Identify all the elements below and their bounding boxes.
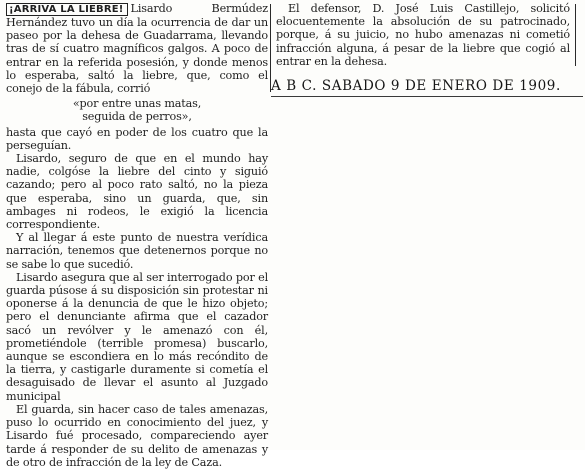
paragraph-3: Lisardo, seguro de que en el mundo hay nadie, colgóse la liebre del cinto y siguió cazando; pero al poco rato saltó, no la pieza que esperaba, sino un guarda, que, sin ambages ni rodeos, le exigió la licencia correspondiente. — [6, 152, 268, 232]
dateline-rule — [271, 96, 583, 97]
left-column — [6, 2, 268, 469]
paragraph-4: Y al llegar á este punto de nuestra verídica narración, tenemos que detenernos porque no se sabe lo que sucedió. — [6, 231, 268, 271]
verse-line-2: seguida de perros», — [82, 110, 192, 124]
paragraph-1-text: Lisardo Bermúdez Hernández tuvo un día la ocurrencia de dar un paseo por la dehesa de Guadarrama, llevando tras de sí cuatro magníficos galgos. A poco de entrar en la referida posesión, y donde menos lo esperaba, saltó la liebre, que, como el conejo de la fábula, corrió — [6, 2, 268, 96]
article-heading: ¡ARRIVA LA LIEBRE! — [6, 3, 128, 16]
verse-line-1: «por entre unas matas, — [72, 97, 202, 111]
dateline: A B C. SABADO 9 DE ENERO DE 1909. — [271, 78, 561, 94]
right-column — [276, 2, 570, 68]
defense-paragraph: El defensor, D. José Luis Castillejo, solicitó elocuentemente la absolución de su patrocinado, porque, á su juicio, no hubo amenazas ni cometió infracción alguna, á pesar de la liebre que cogió al entrar en la dehesa. — [276, 2, 570, 68]
paragraph-5: Lisardo asegura que al ser interrogado por el guarda púsose á su disposición sin protestar ni oponerse á la denuncia de que le hizo objeto; pero el denunciante afirma que el cazador sacó un revólver y le amenazó con él, prometiéndole (terrible promesa) buscarlo, aunque se escondiera en lo más recóndito de la tierra, y castigarle duramente si cometía el desaguisado de llevar el asunto al Juzgado municipal — [6, 270, 268, 403]
paragraph-1 — [6, 2, 268, 95]
paragraph-2: hasta que cayó en poder de los cuatro que la perseguían. — [6, 125, 268, 152]
column-divider-right — [575, 4, 576, 66]
paragraph-6: El guarda, sin hacer caso de tales amenazas, puso lo ocurrido en conocimiento del juez, y Lisardo fué procesado, compareciendo ayer tarde á responder de su delito de amenazas y de otro de infracción de la ley de Caza. — [6, 402, 268, 469]
verse-quote — [6, 97, 268, 123]
